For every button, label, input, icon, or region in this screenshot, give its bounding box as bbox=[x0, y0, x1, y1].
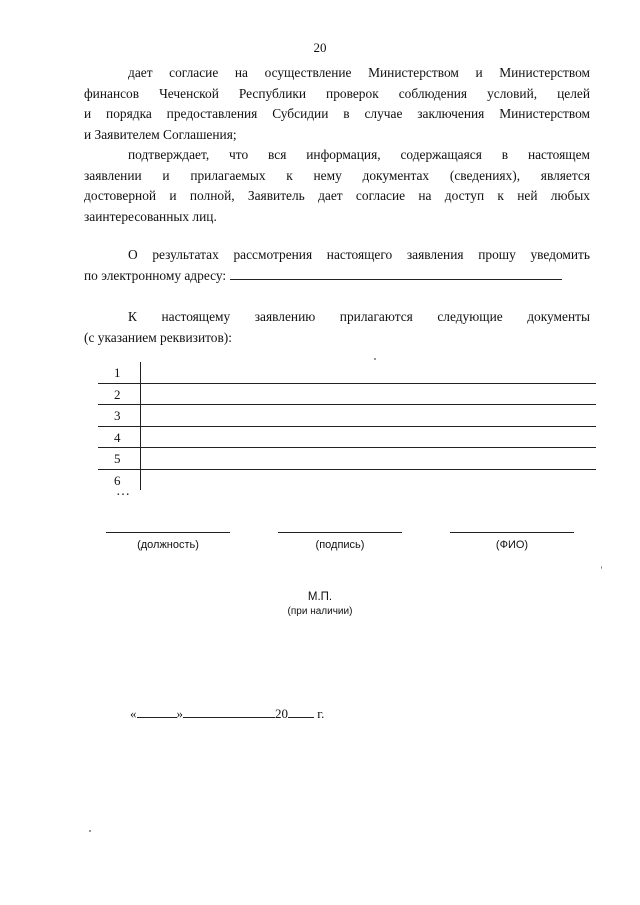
text-line: О результатах рассмотрения настоящего заявления прошу уведомить bbox=[128, 247, 590, 262]
year-prefix: 20 bbox=[275, 706, 288, 721]
text-line: подтверждает, что вся информация, содержащаяся в настоящем bbox=[128, 147, 590, 162]
position-signature-block bbox=[106, 530, 230, 551]
text-line: заявлении и прилагаемых к нему документах (сведениях), является bbox=[84, 167, 590, 183]
name-signature-block bbox=[450, 530, 574, 551]
table-row[interactable] bbox=[98, 405, 596, 427]
scan-speck bbox=[89, 830, 91, 832]
name-line[interactable] bbox=[450, 530, 574, 533]
month-field[interactable] bbox=[183, 705, 275, 718]
column-divider bbox=[140, 470, 141, 491]
attachments-paragraph bbox=[84, 307, 590, 348]
row-number: 3 bbox=[114, 408, 121, 423]
stamp-block bbox=[0, 591, 640, 617]
attachments-table bbox=[98, 362, 596, 490]
column-divider bbox=[140, 405, 141, 426]
column-divider bbox=[140, 384, 141, 405]
table-row[interactable] bbox=[98, 470, 596, 491]
more-rows-ellipsis: … bbox=[116, 484, 131, 499]
text-line: и порядка предоставления Субсидии в случае заключения Министерством bbox=[84, 106, 590, 121]
signature-line[interactable] bbox=[278, 530, 402, 533]
position-caption: (должность) bbox=[137, 539, 199, 551]
table-row[interactable] bbox=[98, 427, 596, 449]
year-field[interactable] bbox=[288, 705, 314, 718]
scan-speck bbox=[601, 566, 602, 569]
column-divider bbox=[140, 427, 141, 448]
date-open-quote: « bbox=[130, 706, 137, 721]
position-line[interactable] bbox=[106, 530, 230, 533]
notification-paragraph bbox=[84, 245, 590, 286]
date-close-quote: » bbox=[176, 706, 183, 721]
signature-caption: (подпись) bbox=[315, 539, 365, 551]
signature-block bbox=[278, 530, 402, 551]
row-number: 6 bbox=[114, 472, 121, 488]
scan-speck bbox=[374, 358, 376, 360]
confirmation-paragraph bbox=[84, 145, 590, 227]
consent-paragraph bbox=[84, 63, 590, 145]
table-row[interactable] bbox=[98, 384, 596, 406]
email-field[interactable] bbox=[230, 266, 562, 280]
text-line: финансов Чеченской Республики проверок соблюдения условий, целей bbox=[84, 85, 590, 101]
text-line: достоверной и полной, Заявитель дает согласие на доступ к ней любых bbox=[84, 188, 590, 203]
stamp-note: (при наличии) bbox=[287, 606, 353, 617]
row-number: 2 bbox=[114, 386, 121, 402]
text-line: К настоящему заявлению прилагаются следующие документы bbox=[128, 309, 590, 324]
name-caption: (ФИО) bbox=[495, 539, 529, 551]
text-line: (с указанием реквизитов): bbox=[84, 329, 232, 345]
row-number: 1 bbox=[114, 365, 121, 380]
page-number: 20 bbox=[313, 40, 327, 55]
date-line bbox=[130, 705, 324, 722]
year-suffix: г. bbox=[317, 706, 325, 721]
text-line: и Заявителем Соглашения; bbox=[84, 126, 237, 142]
stamp-label: М.П. bbox=[307, 591, 333, 603]
email-label: по электронному адресу: bbox=[84, 267, 227, 283]
row-number: 4 bbox=[114, 429, 121, 445]
day-field[interactable] bbox=[137, 705, 177, 718]
column-divider bbox=[140, 362, 141, 383]
row-number: 5 bbox=[114, 451, 121, 466]
email-line bbox=[84, 266, 590, 287]
table-row[interactable] bbox=[98, 448, 596, 470]
table-row[interactable] bbox=[98, 362, 596, 384]
text-line: заинтересованных лиц. bbox=[84, 208, 217, 224]
column-divider bbox=[140, 448, 141, 469]
text-line: дает согласие на осуществление Министерством и Министерством bbox=[128, 65, 590, 80]
